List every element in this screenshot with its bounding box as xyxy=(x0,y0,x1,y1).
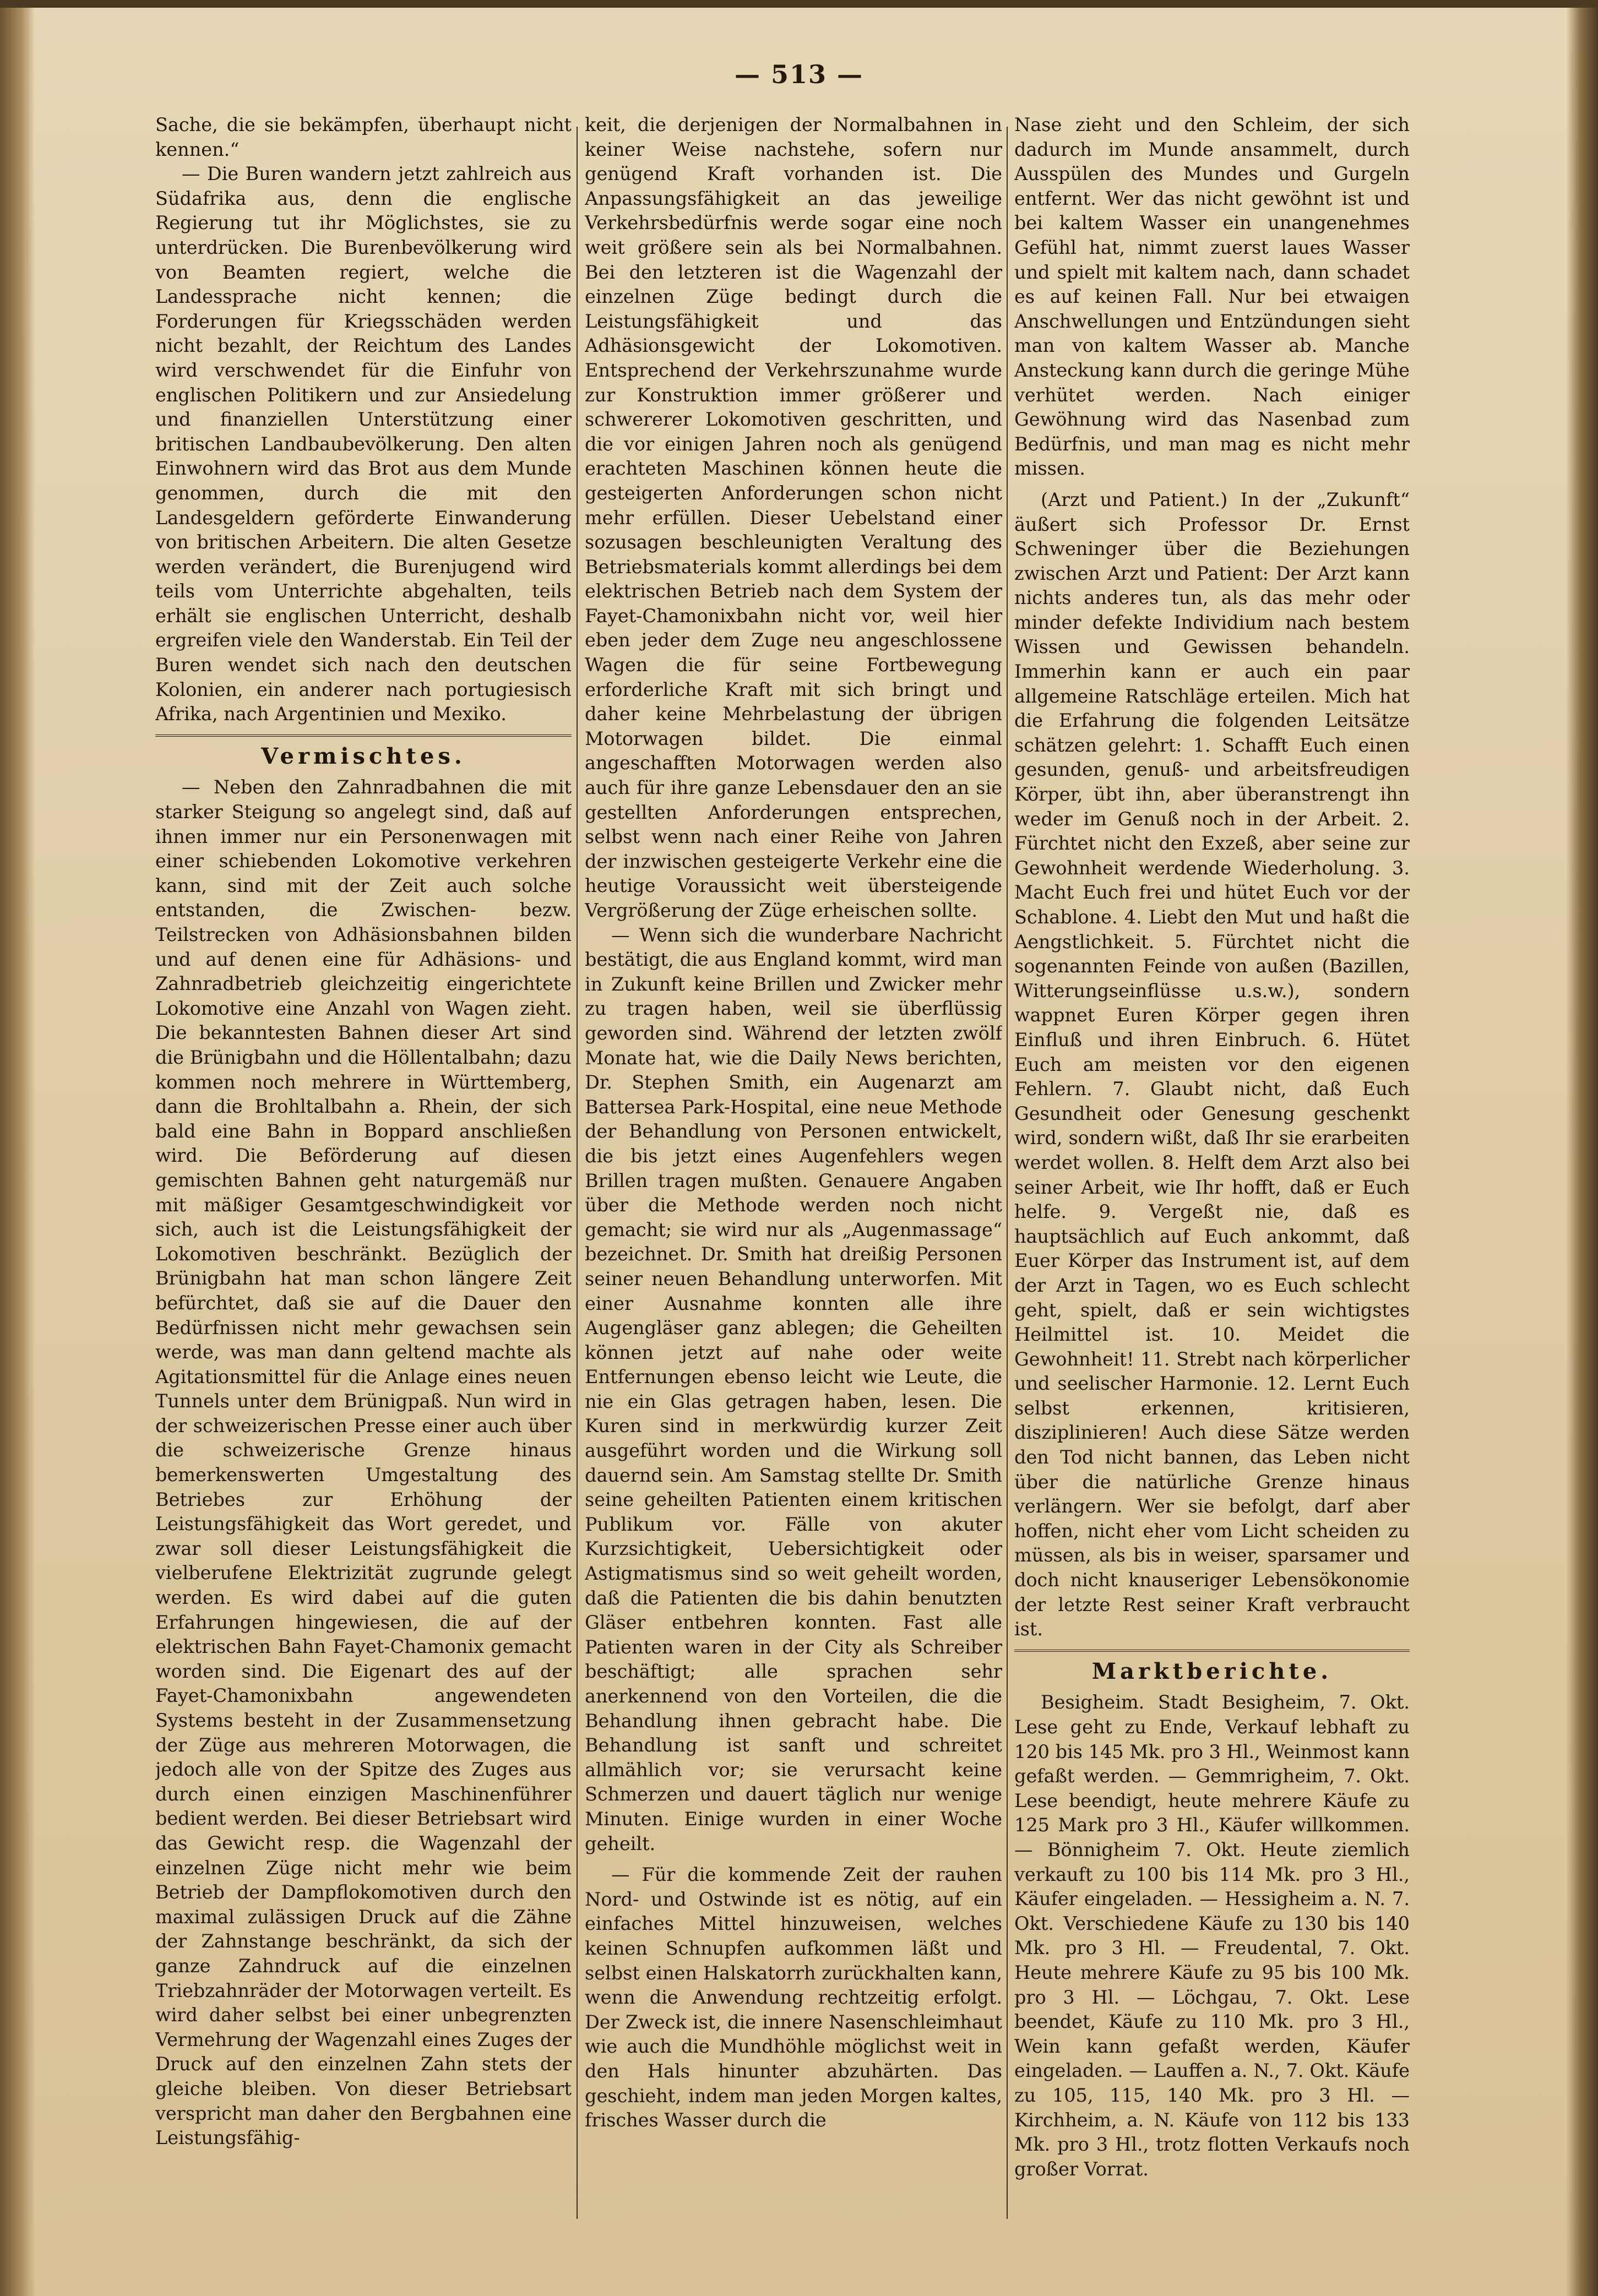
article-nasenbad-continued: Nase zieht und den Schleim, der sich dadurch im Munde ansammelt, durch Ausspülen des Mundes und Gurgeln entfernt. Wer das nicht gewöhnt ist und bei kaltem Wasser ein unangenehmes Gefühl hat, nimmt zuerst laues Wasser und spielt mit kaltem nach, dann schadet es auf keinen Fall. Nur bei etwaigen Anschwellungen und Entzündungen sieht man von kaltem Wasser ab. Manche Ansteckung kann durch die geringe Mühe verhütet werden. Nach einiger Gewöhnung wird das Nasenbad zum Bedürfnis, und man mag es nicht mehr missen. xyxy=(1014,114,1410,480)
paragraph-gap xyxy=(1014,481,1410,488)
article-brillen: — Wenn sich die wunderbare Nachricht bestätigt, die aus England kommt, wird man in Zukunft keine Brillen und Zwicker mehr zu tragen haben, weil sie überflüssig geworden sind. Während der letzten zwölf Monate hat, wie die Daily News berichten, Dr. Stephen Smith, ein Augenarzt am Battersea Park-Hospital, eine neue Methode der Behandlung von Personen entwickelt, die bis jetzt eines Augenfehlers wegen Brillen tragen mußten. Genauere Angaben über die Methode werden noch nicht gemacht; sie wird nur als „Augenmassage“ bezeichnet. Dr. Smith hat dreißig Personen seiner neuen Behandlung unterworfen. Mit einer Ausnahme konnten alle ihre Augengläser ganz ablegen; die Geheilten können jetzt auf nahe oder weite Entfernungen ebenso leicht wie Leute, die nie ein Glas getragen haben, lesen. Die Kuren sind in merkwürdig kurzer Zeit ausgeführt worden und die Wirkung soll dauernd sein. Am Samstag stellte Dr. Smith seine geheilten Patienten einem kritischen Publikum vor. Fälle von akuter Kurzsichtigkeit, Uebersichtigkeit oder Astigmatismus sind so weit geheilt worden, daß die Patienten die bis dahin benutzten Gläser entbehren konnten. Fast alle Patienten waren in der City als Schreiber beschäftigt; alle sprachen sehr anerkennend von den Vorteilen, die die Behandlung ihnen gebracht habe. Die Behandlung ist sanft und schreitet allmählich vor; sie verursacht keine Schmerzen und dauert täglich nur wenige Minuten. Einige wurden in einer Woche geheilt. xyxy=(585,924,1002,1854)
column-1 xyxy=(155,113,572,2260)
section-heading-vermischtes: Vermischtes. xyxy=(155,734,572,769)
page-edge-shadow xyxy=(1566,8,1598,2296)
article-marktberichte: Besigheim. Stadt Besigheim, 7. Okt. Lese geht zu Ende, Verkauf lebhaft zu 120 bis 145 Mk. pro 3 Hl., Weinmost kann gefaßt werden. — Gemmrigheim, 7. Okt. Lese beendigt, heute mehrere Käufe zu 125 Mark pro 3 Hl., Käufer willkommen. — Bönnigheim 7. Okt. Heute ziemlich verkauft zu 100 bis 114 Mk. pro 3 Hl., Käufer eingeladen. — Hessigheim a. N. 7. Okt. Verschiedene Käufe zu 130 bis 140 Mk. pro 3 Hl. — Freudental, 7. Okt. Heute mehrere Käufe zu 95 bis 100 Mk. pro 3 Hl. — Löchgau, 7. Okt. Lese beendet, Käufe zu 110 Mk. pro 3 Hl., Wein kann gefaßt werden, Käufer eingeladen. — Lauffen a. N., 7. Okt. Käufe zu 105, 115, 140 Mk. pro 3 Hl. — Kirchheim, a. N. Käufe von 112 bis 133 Mk. pro 3 Hl., trotz flotten Verkaufs noch großer Vorrat. xyxy=(1014,1691,1410,2180)
column-2 xyxy=(585,113,1002,2260)
article-buren: — Die Buren wandern jetzt zahlreich aus Südafrika aus, denn die englische Regierung tut ihr Möglichstes, sie zu unterdrücken. Die Burenbevölkerung wird von Beamten regiert, welche die Landessprache nicht kennen; die Forderungen für Kriegsschäden werden nicht bezahlt, der Reichtum des Landes wird verschwendet für die Einfuhr von englischen Politikern und zur Ansiedelung und finanziellen Unterstützung einer britischen Landbaubevölkerung. Den alten Einwohnern wird das Brot aus dem Munde genommen, durch die mit den Landesgeldern geförderte Einwanderung von britischen Arbeitern. Die alten Gesetze werden verändert, die Burenjugend wird teils vom Unterrichte abgehalten, teils erhält sie englischen Unterricht, deshalb ergreifen viele den Wanderstab. Ein Teil der Buren wendet sich nach den deutschen Kolonien, ein anderer nach portugiesisch Afrika, nach Argentinien und Mexiko. xyxy=(155,163,572,725)
article-continuation: Sache, die sie bekämpfen, überhaupt nicht kennen.“ xyxy=(155,114,572,160)
column-divider xyxy=(577,127,578,2219)
paragraph-gap xyxy=(585,1856,1002,1863)
page-number: — 513 — xyxy=(734,59,864,89)
column-3 xyxy=(1014,113,1410,2260)
article-zahnradbahnen: — Neben den Zahnradbahnen die mit starker Steigung so angelegt sind, daß auf ihnen immer nur ein Personenwagen mit einer schiebenden Lokomotive verkehren kann, sind mit der Zeit auch solche entstanden, die Zwischen- bezw. Teilstrecken von Adhäsionsbahnen bilden und auf denen eine für Adhäsions- und Zahnradbetrieb gleichzeitig eingerichtete Lokomotive eine Anzahl von Wagen zieht. Die bekanntesten Bahnen dieser Art sind die Brünigbahn und die Höllentalbahn; dazu kommen noch mehrere in Württemberg, dann die Brohltalbahn a. Rhein, der sich bald eine Bahn in Boppard anschließen wird. Die Beförderung auf diesen gemischten Bahnen geht naturgemäß nur mit mäßiger Gesamtgeschwindigkeit vor sich, auch ist die Leistungsfähigkeit der Lokomotiven beschränkt. Bezüglich der Brünigbahn hat man schon längere Zeit befürchtet, daß sie auf die Dauer den Bedürfnissen nicht mehr gewachsen sein werde, was man dann geltend machte als Agitationsmittel für die Anlage eines neuen Tunnels unter dem Brünigpaß. Nun wird in der schweizerischen Presse einer auch über die schweizerische Grenze hinaus bemerkenswerten Umgestaltung des Betriebes zur Erhöhung der Leistungsfähigkeit das Wort geredet, und zwar soll dieser Leistungsfähigkeit die vielberufene Elektrizität zugrunde gelegt werden. Es wird dabei auf die guten Erfahrungen hingewiesen, die auf der elektrischen Bahn Fayet-Chamonix gemacht worden sind. Die Eigenart des auf der Fayet-Chamonixbahn angewendeten Systems besteht in der Zusammensetzung der Züge aus mehreren Motorwagen, die jedoch alle von der Spitze des Zuges aus durch einen einzigen Maschinenführer bedient werden. Bei dieser Betriebsart wird das Gewicht resp. die Wagenzahl der einzelnen Züge nicht mehr wie beim Betrieb der Dampflokomotiven durch den maximal zulässigen Druck auf die Zähne der Zahnstange beschränkt, da sich der ganze Zahndruck auf die einzelnen Triebzahnräder der Motorwagen verteilt. Es wird daher selbst bei einer unbegrenzten Vermehrung der Wagenzahl eines Zuges der Druck auf den einzelnen Zahn stets der gleiche bleiben. Von dieser Betriebsart verspricht man daher den Bergbahnen eine Leistungsfähig- xyxy=(155,776,572,2149)
article-nord-ostwinde: — Für die kommende Zeit der rauhen Nord- und Ostwinde ist es nötig, auf ein einfaches Mittel hinzuweisen, welches keinen Schnupfen aufkommen läßt und selbst einen Halskatorrh zurückhalten kann, wenn die Anwendung rechtzeitig erfolgt. Der Zweck ist, die innere Nasenschleimhaut wie auch die Mundhöhle möglichst weit in den Hals hinunter abzuhärten. Das geschieht, indem man jeden Morgen kaltes, frisches Wasser durch die xyxy=(585,1864,1002,2131)
article-zahnradbahnen-continued: keit, die derjenigen der Normalbahnen in keiner Weise nachstehe, sofern nur genügend Kraft vorhanden ist. Die Anpassungsfähigkeit an das jeweilige Verkehrsbedürfnis werde sogar eine noch weit größere sein als bei Normalbahnen. Bei den letzteren ist die Wagenzahl der einzelnen Züge bedingt durch die Leistungsfähigkeit und das Adhäsionsgewicht der Lokomotiven. Entsprechend der Verkehrszunahme wurde zur Konstruktion immer größerer und schwererer Lokomotiven geschritten, und die vor einigen Jahren noch als genügend erachteten Maschinen können heute die gesteigerten Anforderungen schon nicht mehr erfüllen. Dieser Uebelstand einer sozusagen beschleunigten Veraltung des Betriebsmaterials kommt allerdings bei dem elektrischen Betrieb nach dem System der Fayet-Chamonixbahn nicht vor, weil hier eben jeder dem Zuge neu angeschlossene Wagen die für seine Fortbewegung erforderliche Kraft mit sich bringt und daher keine Mehrbelastung der übrigen Motorwagen bildet. Die einmal angeschafften Motorwagen werden also auch für ihre ganze Lebensdauer den an sie gestellten Anforderungen entsprechen, selbst wenn nach einer Reihe von Jahren der inzwischen gesteigerte Verkehr eine die heutige Voraussicht weit übersteigende Vergrößerung der Züge erheischen sollte. xyxy=(585,114,1002,921)
column-divider xyxy=(1007,127,1008,2219)
article-arzt-und-patient: (Arzt und Patient.) In der „Zukunft“ äußert sich Professor Dr. Ernst Schweninger über die Beziehungen zwischen Arzt und Patient: Der Arzt kann nichts anderes tun, als das mehr oder minder defekte Individium nach bestem Wissen und Gewissen behandeln. Immerhin kann er auch ein paar allgemeine Ratschläge erteilen. Mich hat die Erfahrung die folgenden Leitsätze schätzen gelehrt: 1. Schafft Euch einen gesunden, genuß- und arbeitsfreudigen Körper, übt ihn, aber überanstrengt ihn weder im Genuß noch in der Arbeit. 2. Fürchtet nicht den Exzeß, aber seine zur Gewohnheit werdende Wiederholung. 3. Macht Euch frei und hütet Euch vor der Schablone. 4. Liebt den Mut und haßt die Aengstlichkeit. 5. Fürchtet nicht die sogenannten Feinde von außen (Bazillen, Witterungseinflüsse u.s.w.), sondern wappnet Euren Körper gegen ihren Einfluß und ihren Einbruch. 6. Hütet Euch am meisten vor den eigenen Fehlern. 7. Glaubt nicht, daß Euch Gesundheit oder Genesung geschenkt wird, sondern wißt, daß Ihr sie erarbeiten werdet wollen. 8. Helft dem Arzt also bei seiner Arbeit, wie Ihr hofft, daß er Euch helfe. 9. Vergeßt nie, daß es hauptsächlich auf Euch ankommt, daß Euer Körper das Instrument ist, auf dem der Arzt in Tagen, wo es Euch schlecht geht, spielt, daß er sein wichtigstes Heilmittel ist. 10. Meidet die Gewohnheit! 11. Strebt nach körperlicher und seelischer Harmonie. 12. Lernt Euch selbst erkennen, kritisieren, disziplinieren! Auch diese Sätze werden den Tod nicht bannen, das Leben nicht über die natürliche Grenze hinaus verlängern. Wer sie befolgt, darf aber hoffen, nicht eher vom Licht scheiden zu müssen, als bis in weiser, sparsamer und doch nicht knauseriger Lebensökonomie der letzte Rest seiner Kraft verbraucht ist. xyxy=(1014,488,1410,1640)
page-binding-shadow xyxy=(0,8,35,2296)
section-heading-marktberichte: Marktberichte. xyxy=(1014,1650,1410,1684)
